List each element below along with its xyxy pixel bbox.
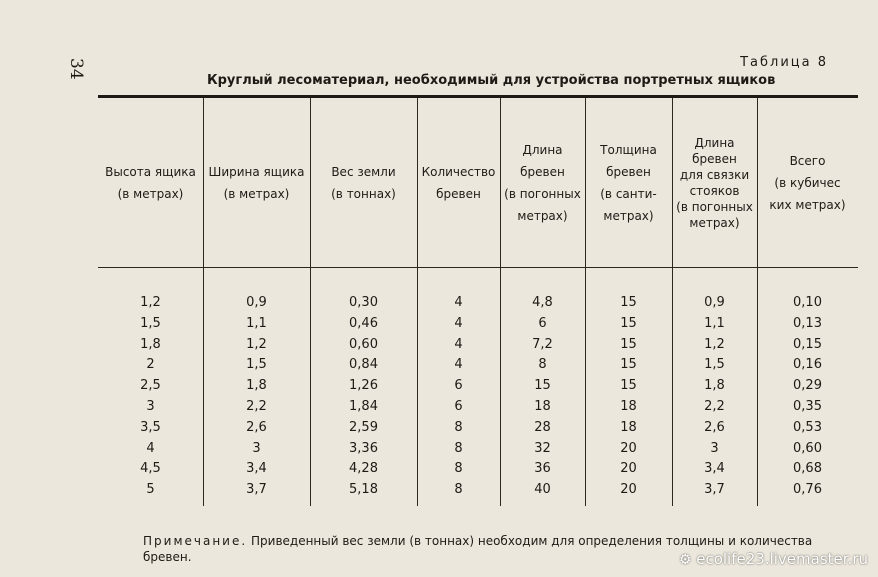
table-title: Круглый лесоматериал, необходимый для устройства портретных ящиков [207,73,776,88]
table-cell: 4,8 [532,295,553,310]
table-cell: 4 [454,315,463,331]
table-cell: 0,29 [793,378,822,394]
table-cell: 6 [454,378,463,394]
table-cell: 8 [454,419,463,435]
table-cell: 1,5 [246,357,267,373]
table-cell: 8 [454,440,463,456]
table-cell: 4 [454,295,463,310]
table-row [98,313,858,334]
header-soil-weight: Вес земли (в тоннах) [331,164,396,201]
table-cell: 0,68 [793,461,822,477]
table-cell: 0,9 [246,295,267,310]
table-cell: 20 [620,440,637,456]
table-cell: 2,5 [140,378,161,394]
table-cell: 0,60 [793,440,822,456]
watermark-text: ecolife23.livemaster.ru [696,550,868,568]
table-cell: 5 [146,482,155,498]
header-tie-length: Длина бревен для связки стояков (в погонных метрах) [676,135,753,230]
table-cell: 1,2 [246,336,267,352]
table-row [98,354,858,375]
table-cell: 15 [620,336,637,352]
header-log-thickness: Толщина бревен (в санти- метрах) [600,142,657,223]
header-height: Высота ящика (в метрах) [105,164,196,201]
table-row [98,438,858,459]
table-cell: 20 [620,461,637,477]
table-cell: 15 [620,357,637,373]
header-log-count: Количество бревен [421,164,496,201]
table-cell: 0,84 [349,357,378,373]
table-cell: 4 [454,357,463,373]
table-cell: 2,59 [349,419,378,435]
table-cell: 3,7 [704,482,725,498]
gear-icon: ⚙ [678,552,692,568]
table-cell: 2,2 [704,399,725,414]
table-cell: 40 [534,482,551,498]
table-cell: 32 [534,440,551,456]
table-cell: 3,5 [140,419,161,435]
table-cell: 0,13 [793,315,822,331]
table-cell: 36 [534,461,551,477]
table-cell: 28 [534,419,551,435]
table-cell: 4 [146,440,155,456]
table-cell: 0,46 [349,315,378,331]
table-cell: 6 [538,315,547,331]
table-cell: 1,5 [704,357,725,373]
note-lead: Примечание. [143,534,248,548]
table-cell: 15 [534,378,551,394]
table-row [98,417,858,438]
watermark [679,550,868,568]
table-cell: 1,5 [140,315,161,331]
table-cell: 2,6 [246,419,267,435]
table-cell: 8 [454,461,463,477]
header-total-volume: Всего (в кубичес ких метрах) [769,153,846,212]
table-cell: 1,8 [246,378,267,394]
table-cell: 7,2 [532,336,553,352]
note-text: Приведенный вес земли (в тоннах) необходим для определения толщины и количества бревен. [143,534,813,564]
table-cell: 18 [534,399,551,414]
table-cell: 1,26 [349,378,378,394]
table-cell: 8 [538,357,547,373]
table-cell: 20 [620,482,637,498]
table-cell: 3,7 [246,482,267,498]
table-cell: 1,1 [704,315,725,331]
table-cell: 1,1 [246,315,267,331]
page-number: 34 [66,58,86,80]
table-cell: 0,16 [793,357,822,373]
table-cell: 0,35 [793,399,822,414]
table-cell: 0,15 [793,336,822,352]
table-cell: 18 [620,399,637,414]
header-log-length: Длина бревен (в погонных метрах) [504,142,581,223]
table-row [98,458,858,479]
table-label: Таблица 8 [740,55,828,70]
table-cell: 3 [146,399,155,414]
table-cell: 4,5 [140,461,161,477]
table-cell: 1,84 [349,399,378,414]
table-cell: 0,53 [793,419,822,435]
table-row [98,334,858,355]
table-cell: 0,76 [793,482,822,498]
table-cell: 3 [710,440,719,456]
table-cell: 3 [252,440,261,456]
table-cell: 0,30 [349,295,378,310]
table-cell: 2,6 [704,419,725,435]
table-cell: 0,10 [793,295,822,310]
table-cell: 15 [620,315,637,331]
table-row [98,396,858,417]
table-cell: 1,8 [140,336,161,352]
table-cell: 4,28 [349,461,378,477]
table-row [98,375,858,396]
table-cell: 1,2 [140,295,161,310]
table-cell: 1,2 [704,336,725,352]
table-cell: 18 [620,419,637,435]
table-cell: 3,4 [704,461,725,477]
table-cell: 0,60 [349,336,378,352]
table-cell: 1,8 [704,378,725,394]
table-cell: 2,2 [246,399,267,414]
table-cell: 6 [454,399,463,414]
table-cell: 3,36 [349,440,378,456]
header-width: Ширина ящика (в метрах) [208,164,305,201]
table-row [98,479,858,500]
table-cell: 4 [454,336,463,352]
table-cell: 15 [620,378,637,394]
table-row [98,292,858,313]
table-cell: 2 [146,357,155,373]
header-bottom-rule [98,267,858,268]
table-cell: 0,9 [704,295,725,310]
table-cell: 15 [620,295,637,310]
table-cell: 8 [454,482,463,498]
table-cell: 5,18 [349,482,378,498]
table-cell: 3,4 [246,461,267,477]
